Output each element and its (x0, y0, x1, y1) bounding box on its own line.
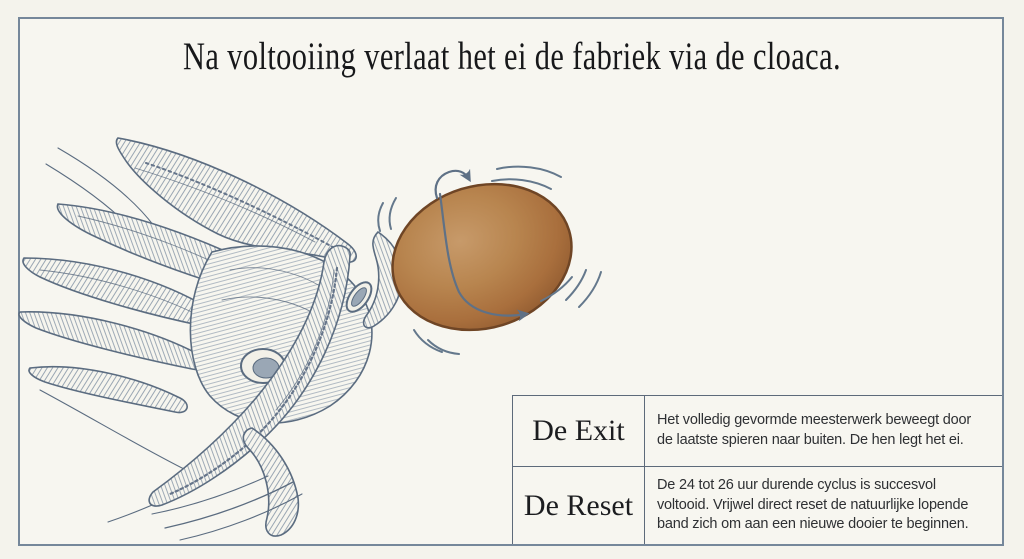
stage-description-reset-text: De 24 tot 26 uur durende cyclus is succesvol voltooid. Vrijwel direct reset de natuurlijke lopende band zich om aan een nieuwe dooier te beginnen. (657, 477, 969, 533)
egg (374, 162, 590, 351)
stage-description-exit (645, 396, 1002, 467)
stage-term-reset: De Reset (513, 467, 645, 544)
page-title: Na voltooiing verlaat het ei de fabriek via de cloaca. (183, 35, 841, 78)
stage-table (512, 395, 1002, 544)
egg-illustration (374, 162, 590, 351)
stage-description-exit-text: Het volledig gevormde meesterwerk beweegt door de laatste spieren naar buiten. De hen legt het ei. (657, 412, 971, 448)
cloaca-anatomy-drawing (19, 138, 402, 540)
stage-description-reset (645, 467, 1002, 544)
stage-term-exit: De Exit (513, 396, 645, 467)
